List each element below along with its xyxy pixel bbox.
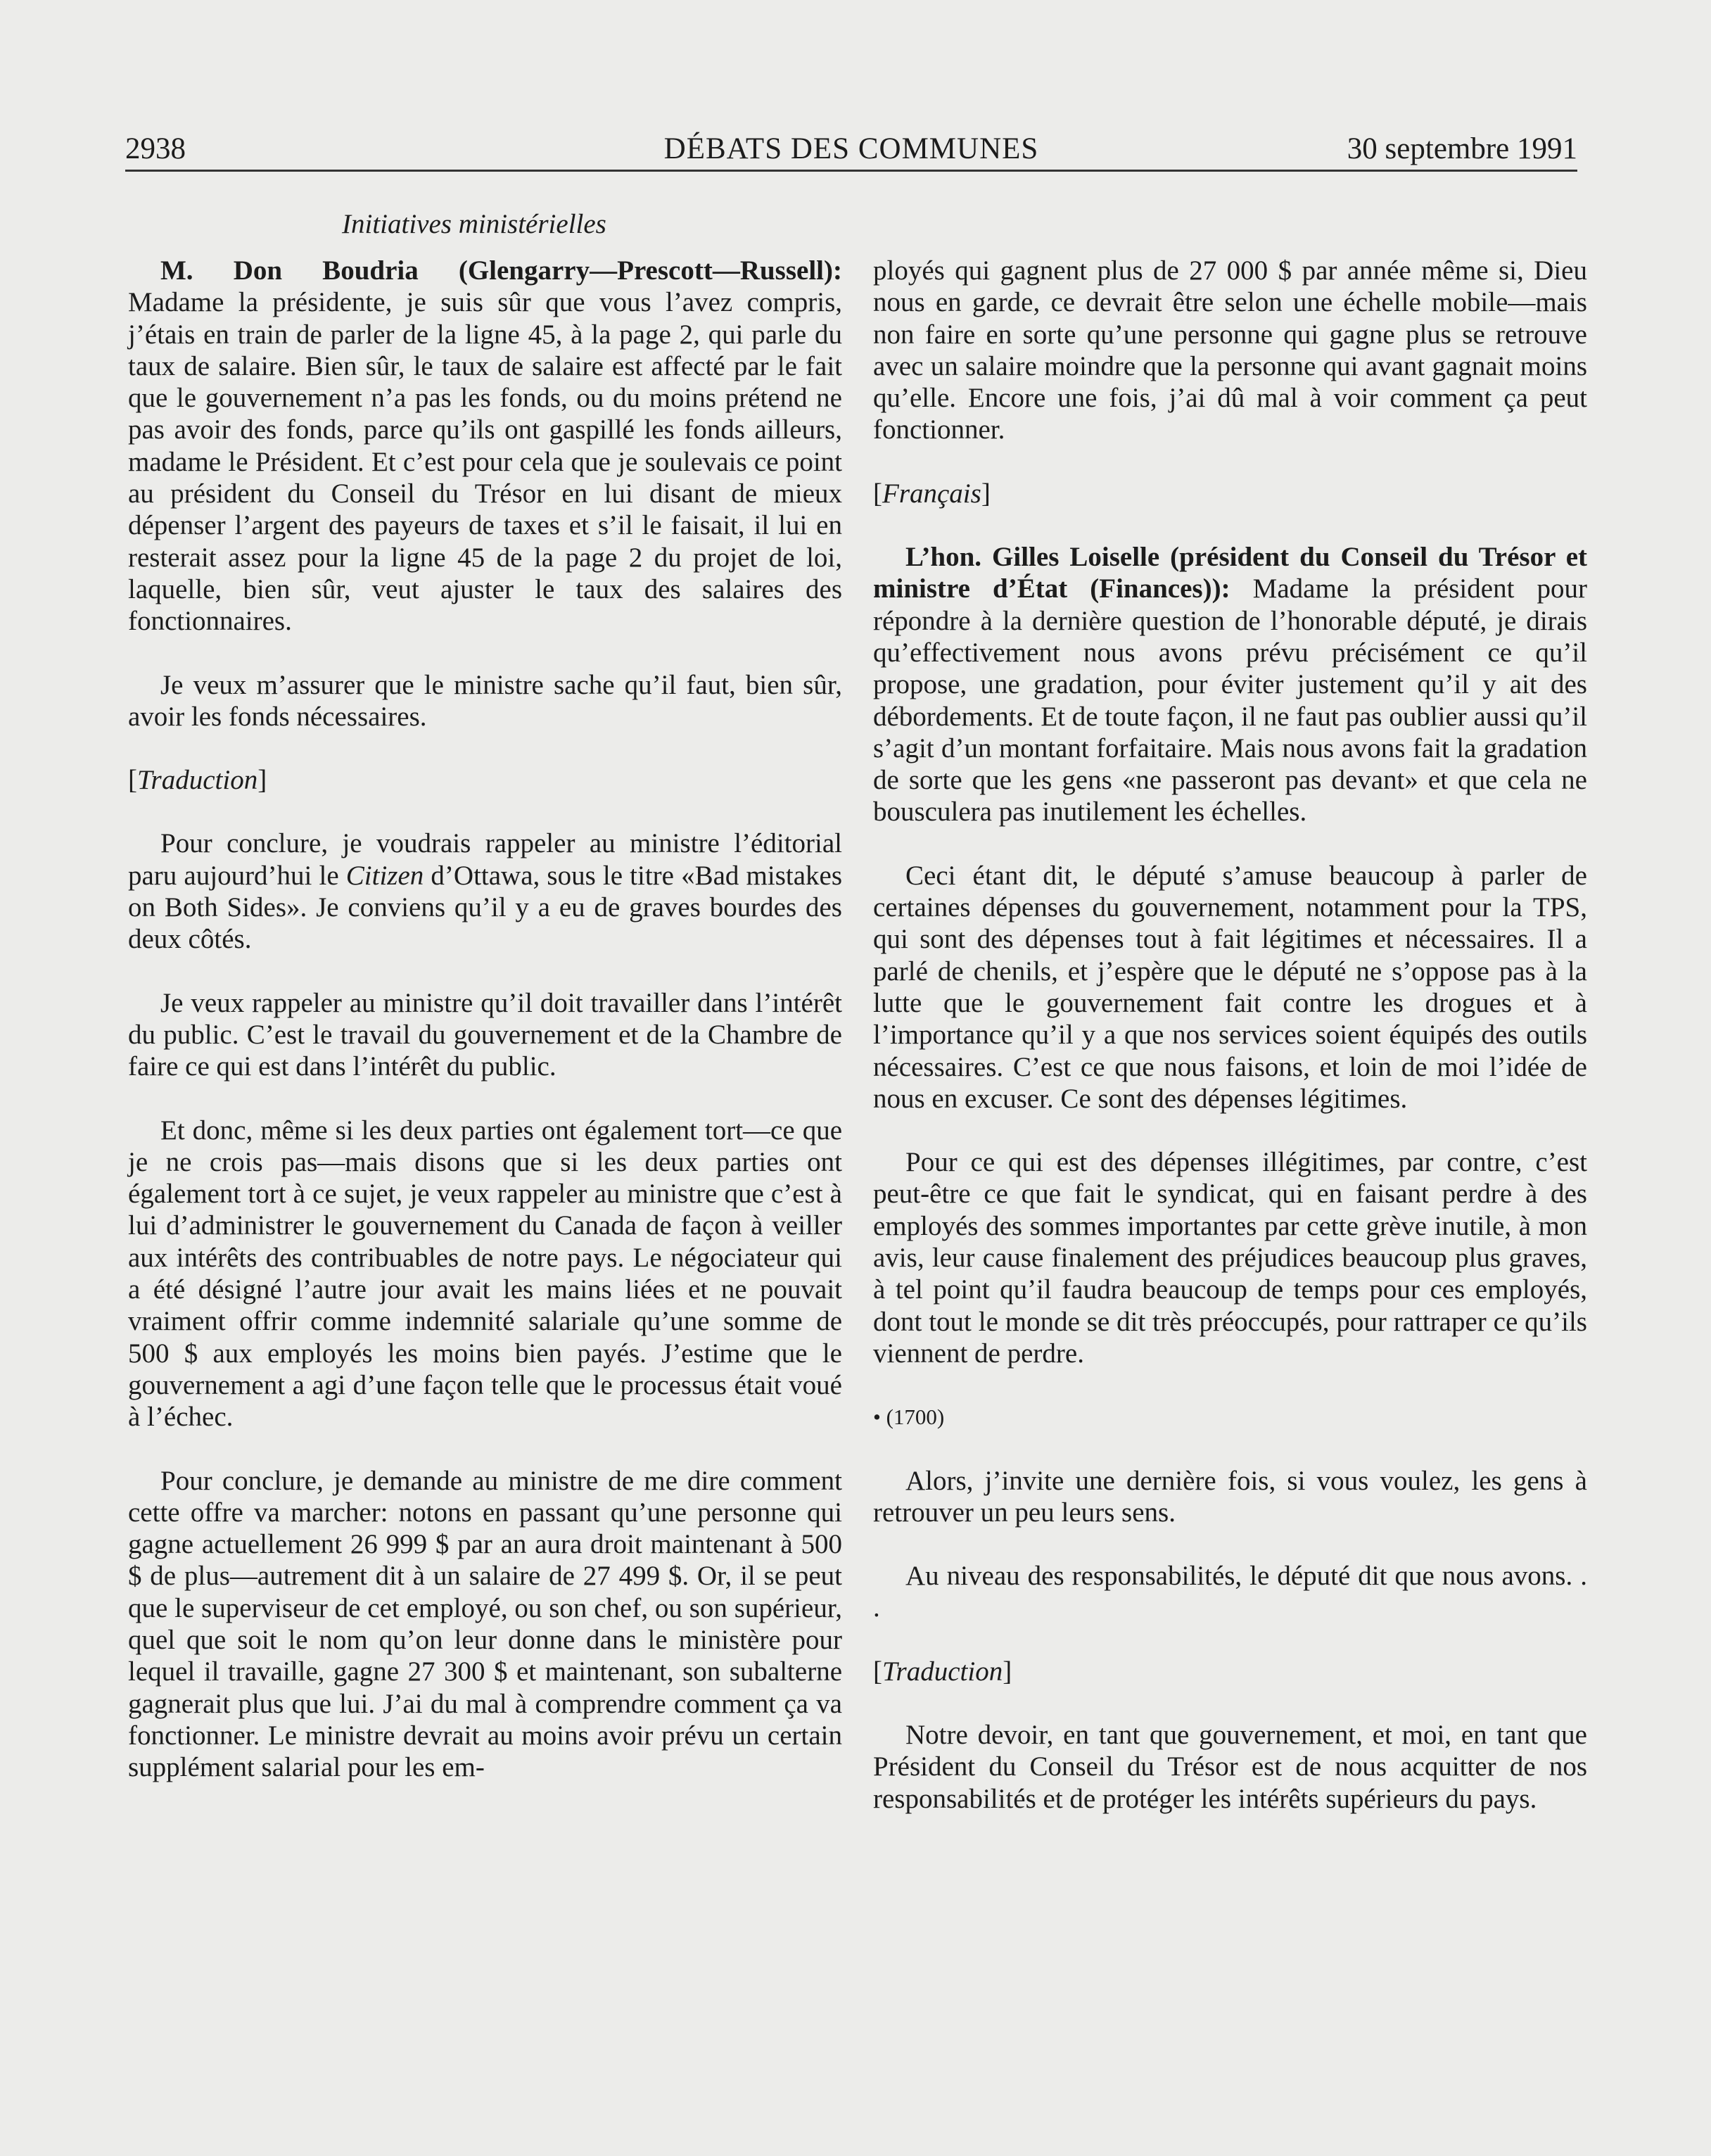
paragraph: Pour ce qui est des dépenses illégitimes, par contre, c’est peut-être ce que fait le syndicat, qui en faisant perdre à des employés des sommes importantes par cette grève inutile, à mon avis, leur cause finalement des préjudices beaucoup plus graves, à tel point qu’il faudra beaucoup de temps pour ces employés, dont tout le monde se dit très préoccupés, pour rattraper ce qu’ils viennent de perdre.: [873, 1147, 1587, 1369]
speaker-name: M. Don Boudria (Glengarry—Prescott—Russell):: [160, 255, 842, 286]
paragraph: ployés qui gagnent plus de 27 000 $ par année même si, Dieu nous en garde, ce devrait être selon une échelle mobile—mais non faire en sorte qu’une personne qui gagne plus se retrouve avec un salaire moindre que la personne qui avant gagnait moins qu’elle. Encore une fois, j’ai dû mal à voir comment ça peut fonctionner.: [873, 255, 1587, 445]
speech-text: Madame la président pour répondre à la dernière question de l’honorable député, je dirais qu’effectivement nous avons prévu précisément ce qu’il propose, une gradation, pour éviter justement qu’il y ait des débordements. Et de toute façon, il ne faut pas oublier aussi qu’il s’agit d’un montant forfaitaire. Mais nous avons fait la gradation de sorte que les gens «ne passeront pas devant» et que cela ne bousculera pas inutilement les échelles.: [873, 573, 1587, 827]
page-number: 2938: [125, 132, 186, 165]
speaker-name: L’hon. Gilles Loiselle (président du Conseil du Trésor et ministre d’État (Finances)):: [873, 542, 1587, 604]
language-tag-label: Traduction: [137, 765, 258, 796]
paragraph: [128, 827, 842, 955]
paragraph: Alors, j’invite une dernière fois, si vous voulez, les gens à retrouver un peu leurs sens.: [873, 1465, 1587, 1528]
right-column: [873, 255, 1587, 1846]
paragraph: Ceci étant dit, le député s’amuse beaucoup à parler de certaines dépenses du gouvernement, notamment pour la TPS, qui sont des dépenses tout à fait légitimes et nécessaires. Il a parlé de chenils, et j’espère que le député ne s’oppose pas à la lutte que le gouvernement fait contre les drogues et à l’importance qu’il y a que nos services soient équipés des outils nécessaires. C’est ce que nous faisons, et loin de moi l’idée de nous en excuser. Ce sont des dépenses légitimes.: [873, 860, 1587, 1114]
paragraph: [128, 255, 842, 638]
language-tag: [Traduction]: [873, 1656, 1012, 1687]
paragraph: Je veux rappeler au ministre qu’il doit travailler dans l’intérêt du public. C’est le travail du gouvernement et de la Chambre de faire ce qui est dans l’intérêt du public.: [128, 987, 842, 1082]
language-tag-label: Français: [882, 478, 981, 509]
paragraph: Au niveau des responsabilités, le député dit que nous avons. . .: [873, 1561, 1587, 1623]
time-marker: • (1700): [873, 1404, 945, 1430]
paragraph: Je veux m’assurer que le ministre sache qu’il faut, bien sûr, avoir les fonds nécessaires.: [128, 669, 842, 732]
paragraph: Pour conclure, je demande au ministre de me dire comment cette offre va marcher: notons en passant qu’une personne qui gagne actuellement 26 999 $ par an aura droit maintenant à 500 $ de plus—autrement dit à un salaire de 27 499 $. Or, il se peut que le superviseur de cet employé, ou son chef, ou son supérieur, quel que soit le nom qu’on leur donne dans le ministère pour lequel il travaille, gagne 27 300 $ et maintenant, son subalterne gagnerait plus que lui. J’ai du mal à comprendre comment ça va fonctionner. Le ministre devrait au moins avoir prévu un certain supplément salarial pour les em-: [128, 1465, 842, 1783]
left-column: [128, 255, 842, 1815]
publication-date: 30 septembre 1991: [1347, 132, 1577, 165]
page-header: [125, 129, 1577, 169]
language-tag: [Traduction]: [128, 765, 267, 796]
paragraph: Et donc, même si les deux parties ont également tort—ce que je ne crois pas—mais disons que si les deux parties ont également tort à ce sujet, je veux rappeler au ministre que c’est à lui d’administrer le gouvernement du Canada de façon à veiller aux intérêts des contribuables de notre pays. Le négociateur qui a été désigné l’autre jour avait les mains liées et ne pouvait vraiment offrir comme indemnité salariale qu’une somme de 500 $ aux employés les moins bien payés. J’estime que le gouvernement a agi d’une façon telle que le processus était voué à l’échec.: [128, 1115, 842, 1433]
speech-text: Madame la présidente, je suis sûr que vous l’avez compris, j’étais en train de parler de la ligne 45, à la page 2, qui parle du taux de salaire. Bien sûr, le taux de salaire est affecté par le fait que le gouvernement n’a pas les fonds, ou du moins prétend ne pas avoir des fonds, parce qu’ils ont gaspillé les fonds ailleurs, madame le Président. Et c’est pour cela que je soulevais ce point au président du Conseil du Trésor en lui disant de mieux dépenser l’argent des payeurs de taxes et s’il le faisait, il lui en resterait assez pour la ligne 45 de la page 2 du projet de loi, laquelle, bien sûr, veut ajuster le taux des salaires des fonctionnaires.: [128, 287, 842, 637]
paragraph: [873, 541, 1587, 828]
speech-text: d’Ottawa, sous le titre «Bad mistakes on Both Sides». Je conviens qu’il y a eu de graves bourdes des deux côtés.: [128, 860, 843, 955]
language-tag-label: Traduction: [882, 1656, 1003, 1687]
speech-text: Pour conclure, je voudrais rappeler au ministre l’éditorial paru aujourd’hui le: [128, 828, 842, 891]
newspaper-name: Citizen: [345, 860, 424, 891]
language-tag: [Français]: [873, 478, 991, 509]
paragraph: Notre devoir, en tant que gouvernement, et moi, en tant que Président du Conseil du Trésor est de nous acquitter de nos responsabilités et de protéger les intérêts supérieurs du pays.: [873, 1719, 1587, 1814]
header-rule: [125, 170, 1577, 172]
publication-title: DÉBATS DES COMMUNES: [663, 132, 1039, 165]
section-title: Initiatives ministérielles: [342, 209, 606, 239]
